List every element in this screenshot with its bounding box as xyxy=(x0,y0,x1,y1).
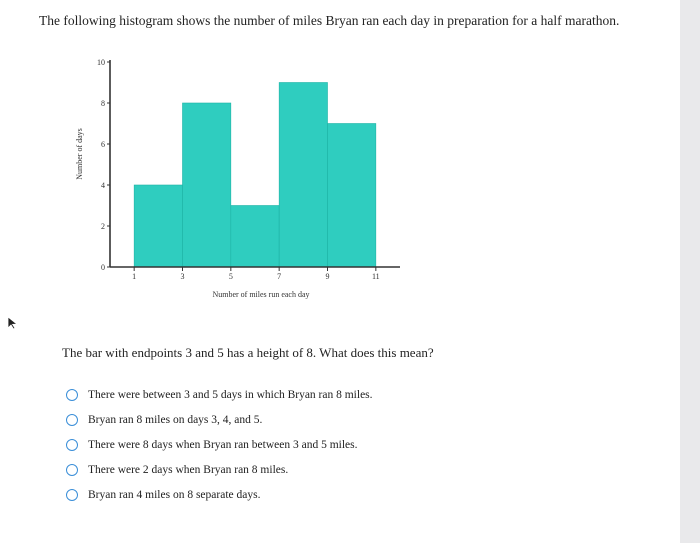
x-tick-label: 5 xyxy=(228,272,233,281)
y-tick-label: 0 xyxy=(101,263,105,272)
x-axis-label: Number of miles run each day xyxy=(212,290,310,299)
y-tick-label: 8 xyxy=(101,99,105,108)
x-tick-label: 1 xyxy=(132,272,137,281)
radio-circle-icon[interactable] xyxy=(66,389,78,401)
answer-options xyxy=(66,382,373,507)
radio-circle-icon[interactable] xyxy=(66,439,78,451)
histogram-bar xyxy=(183,103,231,267)
y-tick-label: 4 xyxy=(101,181,105,190)
radio-circle-icon[interactable] xyxy=(66,414,78,426)
y-tick-label: 10 xyxy=(97,58,105,67)
y-tick-label: 6 xyxy=(101,140,105,149)
histogram-bar xyxy=(328,124,376,268)
answer-option[interactable] xyxy=(66,407,373,432)
histogram-bar xyxy=(134,185,182,267)
x-tick-label: 7 xyxy=(277,272,282,281)
prompt-text: The bar with endpoints 3 and 5 has a height of 8. What does this mean? xyxy=(62,345,434,360)
answer-option-label: Bryan ran 8 miles on days 3, 4, and 5. xyxy=(88,413,263,426)
y-tick-label: 2 xyxy=(101,222,105,231)
radio-circle-icon[interactable] xyxy=(66,489,78,501)
y-axis-label: Number of days xyxy=(75,128,84,180)
mouse-pointer-icon xyxy=(7,316,19,330)
radio-circle-icon[interactable] xyxy=(66,464,78,476)
answer-option-label: Bryan ran 4 miles on 8 separate days. xyxy=(88,488,261,501)
histogram-chart xyxy=(70,52,430,312)
answer-option-label: There were 2 days when Bryan ran 8 miles. xyxy=(88,463,289,476)
answer-option[interactable] xyxy=(66,382,373,407)
question-text: The following histogram shows the number of miles Bryan ran each day in preparation for a half marathon. xyxy=(39,13,620,28)
x-tick-label: 11 xyxy=(371,272,380,281)
answer-option[interactable] xyxy=(66,432,373,457)
x-tick-label: 3 xyxy=(180,272,185,281)
answer-option-label: There were 8 days when Bryan ran between 3 and 5 miles. xyxy=(88,438,358,451)
answer-option[interactable] xyxy=(66,457,373,482)
answer-option-label: There were between 3 and 5 days in which Bryan ran 8 miles. xyxy=(88,388,373,401)
answer-option[interactable] xyxy=(66,482,373,507)
histogram-bar xyxy=(231,206,279,268)
histogram-bar xyxy=(279,83,327,268)
x-tick-label: 9 xyxy=(325,272,330,281)
